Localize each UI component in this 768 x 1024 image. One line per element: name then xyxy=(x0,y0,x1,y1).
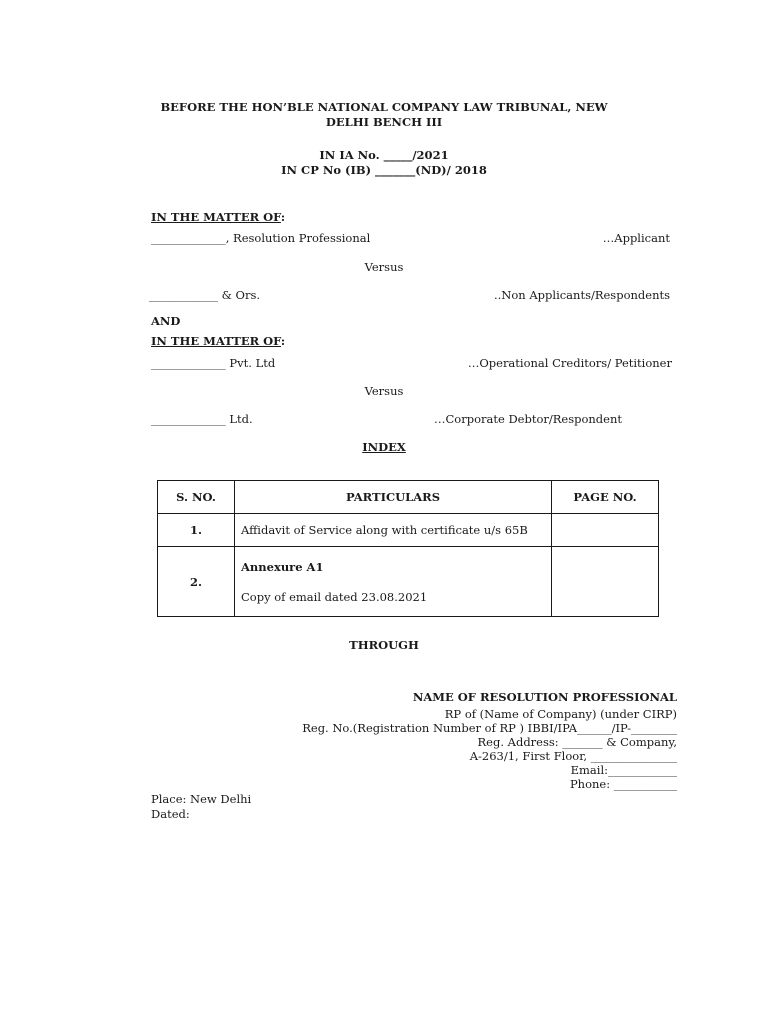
row-1-sno: 1. xyxy=(158,514,235,547)
row-2-title: Annexure A1 xyxy=(241,559,324,574)
rp-line3: Reg. Address: _______ & Company, xyxy=(477,735,677,749)
versus-1: Versus xyxy=(364,260,404,274)
place: Place: New Delhi xyxy=(151,792,252,806)
matter-heading-2: IN THE MATTER OF: xyxy=(151,334,286,348)
debtor-name: _____________ Ltd. xyxy=(151,412,253,426)
col-header-page: PAGE NO. xyxy=(552,481,659,514)
index-title: INDEX xyxy=(362,440,406,454)
applicant-name: _____________, Resolution Professional xyxy=(151,231,371,245)
row-2-sno: 2. xyxy=(158,547,235,617)
index-table xyxy=(157,480,659,617)
rp-phone: Phone: ___________ xyxy=(569,777,677,791)
col-header-particulars: PARTICULARS xyxy=(235,481,552,514)
row-2-particulars-cell xyxy=(235,547,552,617)
petitioner-role: …Operational Creditors/ Petitioner xyxy=(467,356,672,370)
debtor-role: …Corporate Debtor/Respondent xyxy=(434,412,622,426)
table-row xyxy=(158,547,659,617)
rp-line1: RP of (Name of Company) (under CIRP) xyxy=(444,707,677,721)
rp-email: Email:____________ xyxy=(570,763,677,777)
and-label: AND xyxy=(151,314,181,328)
respondent-role: ..Non Applicants/Respondents xyxy=(494,288,670,302)
applicant-role: …Applicant xyxy=(602,231,670,245)
court-title-line1: BEFORE THE HON’BLE NATIONAL COMPANY LAW TRIBUNAL, NEW xyxy=(160,100,608,114)
row-1-page xyxy=(552,514,659,547)
respondent-name: ____________ & Ors. xyxy=(149,288,261,302)
through-label: THROUGH xyxy=(349,638,419,652)
rp-line4: A-263/1, First Floor, _______________ xyxy=(469,749,677,763)
table-row xyxy=(158,514,659,547)
court-title-line2: DELHI BENCH III xyxy=(325,115,443,129)
rp-line2: Reg. No.(Registration Number of RP ) IBBI/IPA______/IP-________ xyxy=(302,721,677,735)
col-header-sno: S. NO. xyxy=(158,481,235,514)
row-2-particulars: Copy of email dated 23.08.2021 xyxy=(241,589,428,604)
row-1-particulars: Affidavit of Service along with certificate u/s 65B xyxy=(235,514,552,547)
index-header-row xyxy=(158,481,659,514)
rp-name: NAME OF RESOLUTION PROFESSIONAL xyxy=(412,690,677,704)
row-2-page xyxy=(552,547,659,617)
ia-number: IN IA No. _____/2021 xyxy=(319,148,449,162)
cp-number: IN CP No (IB) _______(ND)/ 2018 xyxy=(281,163,487,177)
petitioner-name: _____________ Pvt. Ltd xyxy=(151,356,276,370)
matter-heading-1: IN THE MATTER OF: xyxy=(151,210,286,224)
versus-2: Versus xyxy=(364,384,404,398)
dated: Dated: xyxy=(151,807,190,821)
